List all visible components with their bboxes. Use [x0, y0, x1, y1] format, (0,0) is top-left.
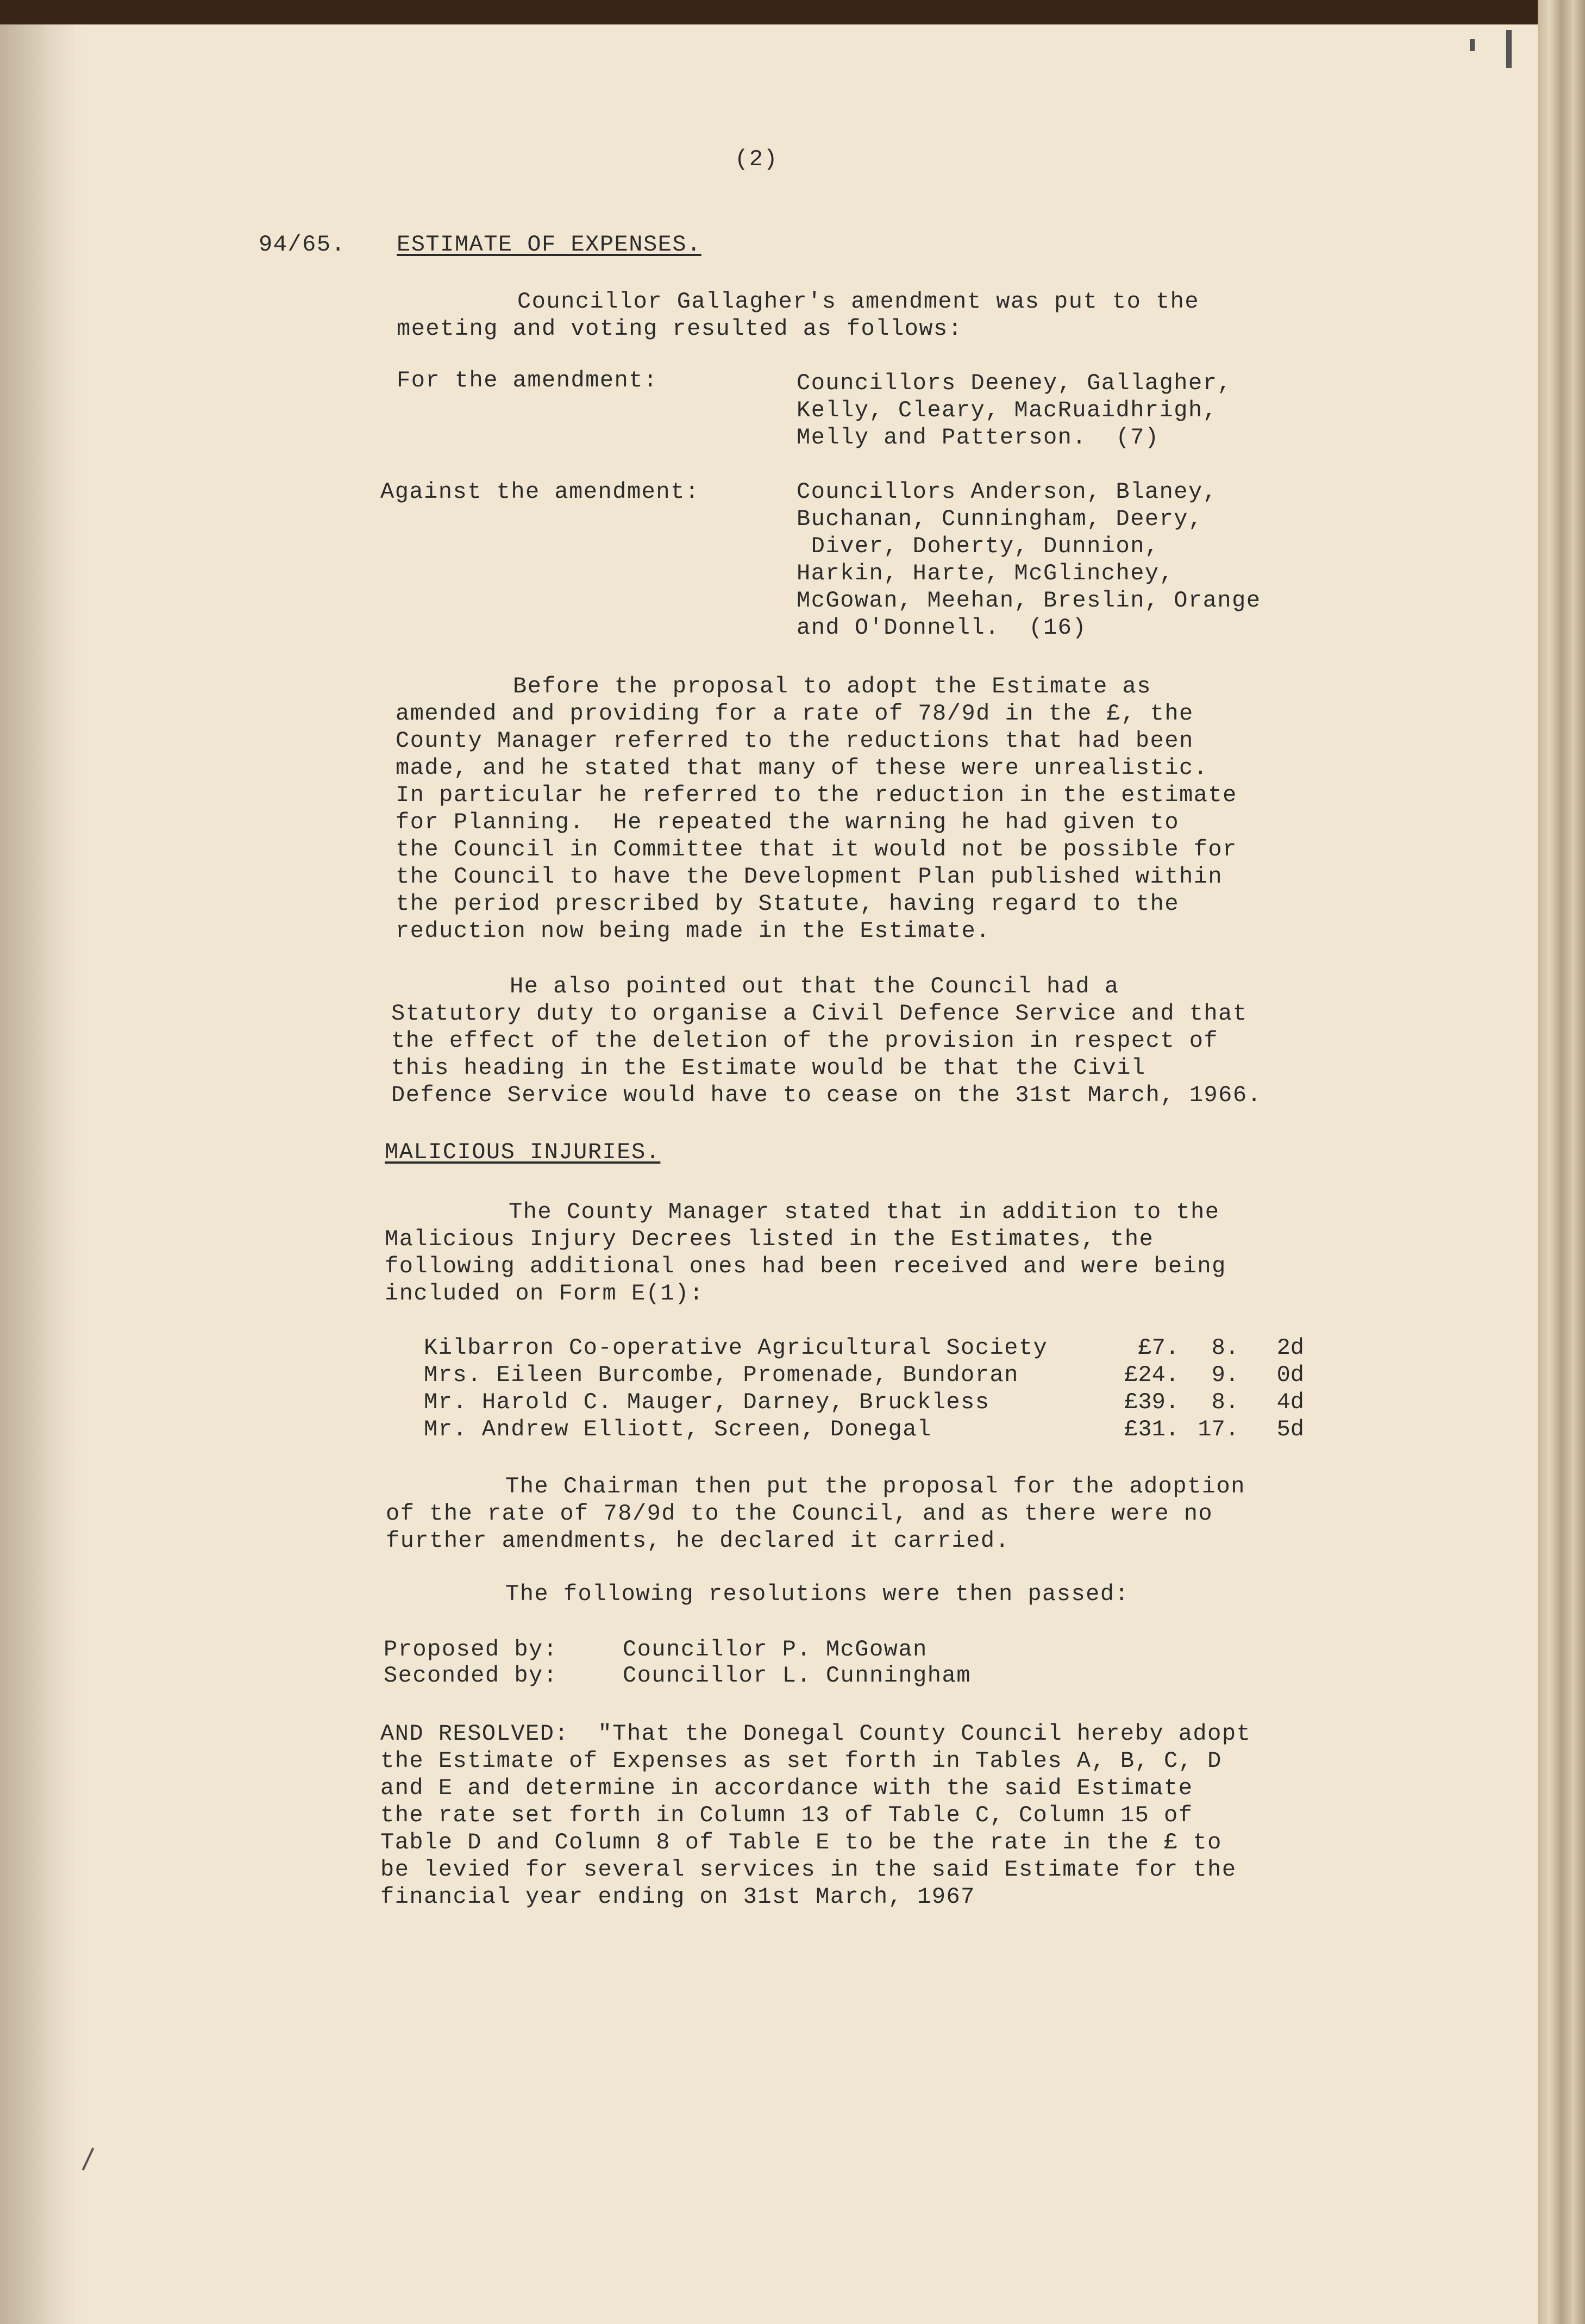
decree-pence: 5d	[1276, 1416, 1304, 1442]
paragraph-line: the Estimate of Expenses as set forth in Tables A, B, C, D	[380, 1748, 1222, 1774]
paragraph-line: of the rate of 78/9d to the Council, and as there were no	[386, 1501, 1213, 1527]
paragraph-line: County Manager referred to the reductions that had been	[396, 728, 1194, 754]
paragraph-line: be levied for several services in the said Estimate for the	[380, 1857, 1237, 1883]
against-amendment-label: Against the amendment:	[380, 479, 700, 505]
paragraph-line: for Planning. He repeated the warning he had given to	[396, 809, 1180, 835]
chairman-paragraph	[386, 1473, 1245, 1554]
decree-shillings: 9.	[1211, 1362, 1239, 1388]
resolutions-intro: The following resolutions were then passed:	[505, 1581, 1130, 1607]
decree-pence: 2d	[1276, 1335, 1304, 1361]
section-heading-estimate: ESTIMATE OF EXPENSES.	[397, 232, 701, 258]
decree-shillings: 17.	[1198, 1416, 1239, 1442]
minute-number: 94/65.	[259, 232, 346, 258]
corner-mark	[1506, 30, 1512, 68]
paragraph-line: The County Manager stated that in addition to the	[509, 1199, 1220, 1225]
decree-pence: 4d	[1276, 1389, 1304, 1415]
decree-shillings: 8.	[1211, 1389, 1239, 1415]
for-amendment-names	[797, 370, 1232, 451]
civil-defence-paragraph	[391, 973, 1262, 1109]
corner-dot	[1470, 39, 1475, 51]
paragraph-line: the period prescribed by Statute, having regard to the	[396, 891, 1180, 917]
seconded-by-value: Councillor L. Cunningham	[623, 1663, 971, 1689]
intro-line: Councillor Gallagher's amendment was put to the	[517, 289, 1200, 315]
paragraph-line: the Council to have the Development Plan published within	[396, 864, 1223, 890]
paragraph-line: Table D and Column 8 of Table E to be the rate in the £ to	[380, 1829, 1222, 1856]
malicious-injuries-paragraph	[385, 1198, 1226, 1307]
paragraph-line: Statutory duty to organise a Civil Defence Service and that	[391, 1001, 1248, 1027]
paragraph-line: reduction now being made in the Estimate.	[396, 918, 991, 944]
paragraph-line: Defence Service would have to cease on the 31st March, 1966.	[391, 1082, 1262, 1108]
names-line: Harkin, Harte, McGlinchey,	[797, 560, 1174, 586]
paragraph-line: the Council in Committee that it would not be possible for	[396, 836, 1237, 863]
names-line: Diver, Doherty, Dunnion,	[797, 533, 1160, 559]
paragraph-line: the rate set forth in Column 13 of Table C, Column 15 of	[380, 1802, 1193, 1828]
names-line: McGowan, Meehan, Breslin, Orange	[797, 588, 1261, 614]
document-page	[0, 24, 1538, 2324]
decree-pounds: £7.	[1138, 1335, 1179, 1361]
paragraph-line: amended and providing for a rate of 78/9d in the £, the	[396, 701, 1194, 727]
decree-name: Mr. Andrew Elliott, Screen, Donegal	[424, 1416, 932, 1442]
names-line: Buchanan, Cunningham, Deery,	[797, 506, 1203, 532]
proposed-by-label: Proposed by:	[384, 1636, 558, 1663]
paragraph-line: following additional ones had been received and were being	[385, 1253, 1226, 1279]
paragraph-line: made, and he stated that many of these were unrealistic.	[396, 755, 1208, 781]
paragraph-line: this heading in the Estimate would be that the Civil	[391, 1055, 1146, 1081]
section-heading-malicious-injuries: MALICIOUS INJURIES.	[385, 1139, 661, 1165]
page-binding-shadow	[0, 24, 76, 2324]
against-amendment-names	[797, 478, 1261, 641]
paragraph-line: the effect of the deletion of the provision in respect of	[391, 1028, 1219, 1054]
decree-pounds: £39.	[1124, 1389, 1179, 1415]
names-line: Councillors Deeney, Gallagher,	[797, 370, 1232, 396]
names-line: Melly and Patterson. (7)	[797, 424, 1160, 451]
decree-name: Kilbarron Co-operative Agricultural Society	[424, 1335, 1048, 1361]
paragraph-line: The Chairman then put the proposal for the adoption	[505, 1473, 1245, 1500]
county-manager-paragraph	[396, 673, 1237, 945]
names-line: and O'Donnell. (16)	[797, 615, 1087, 641]
paragraph-line: In particular he referred to the reduction in the estimate	[396, 782, 1237, 808]
intro-paragraph	[397, 288, 1199, 342]
paragraph-line: and E and determine in accordance with the said Estimate	[380, 1775, 1193, 1801]
decree-pounds: £31.	[1124, 1416, 1179, 1442]
paragraph-line: Before the proposal to adopt the Estimate as	[513, 673, 1151, 699]
paragraph-line: AND RESOLVED: "That the Donegal County Council hereby adopt	[380, 1721, 1251, 1747]
resolution-paragraph	[380, 1720, 1251, 1910]
paragraph-line: further amendments, he declared it carried.	[386, 1528, 1010, 1554]
page-number: (2)	[735, 146, 779, 172]
paragraph-line: included on Form E(1):	[385, 1280, 704, 1307]
decree-name: Mr. Harold C. Mauger, Darney, Bruckless	[424, 1389, 990, 1415]
seconded-by-label: Seconded by:	[384, 1663, 558, 1689]
for-amendment-label: For the amendment:	[397, 367, 658, 393]
proposed-by-value: Councillor P. McGowan	[623, 1636, 928, 1663]
names-line: Councillors Anderson, Blaney,	[797, 479, 1218, 505]
book-page-edges	[1538, 0, 1585, 2324]
paragraph-line: Malicious Injury Decrees listed in the Estimates, the	[385, 1226, 1154, 1252]
paragraph-line: He also pointed out that the Council had a	[510, 973, 1119, 999]
decree-pounds: £24.	[1124, 1362, 1179, 1388]
decree-pence: 0d	[1276, 1362, 1304, 1388]
names-line: Kelly, Cleary, MacRuaidhrigh,	[797, 397, 1218, 423]
intro-line: meeting and voting resulted as follows:	[397, 316, 963, 342]
decree-shillings: 8.	[1211, 1335, 1239, 1361]
paragraph-line: financial year ending on 31st March, 1967	[380, 1884, 975, 1910]
decree-name: Mrs. Eileen Burcombe, Promenade, Bundoran	[424, 1362, 1019, 1388]
